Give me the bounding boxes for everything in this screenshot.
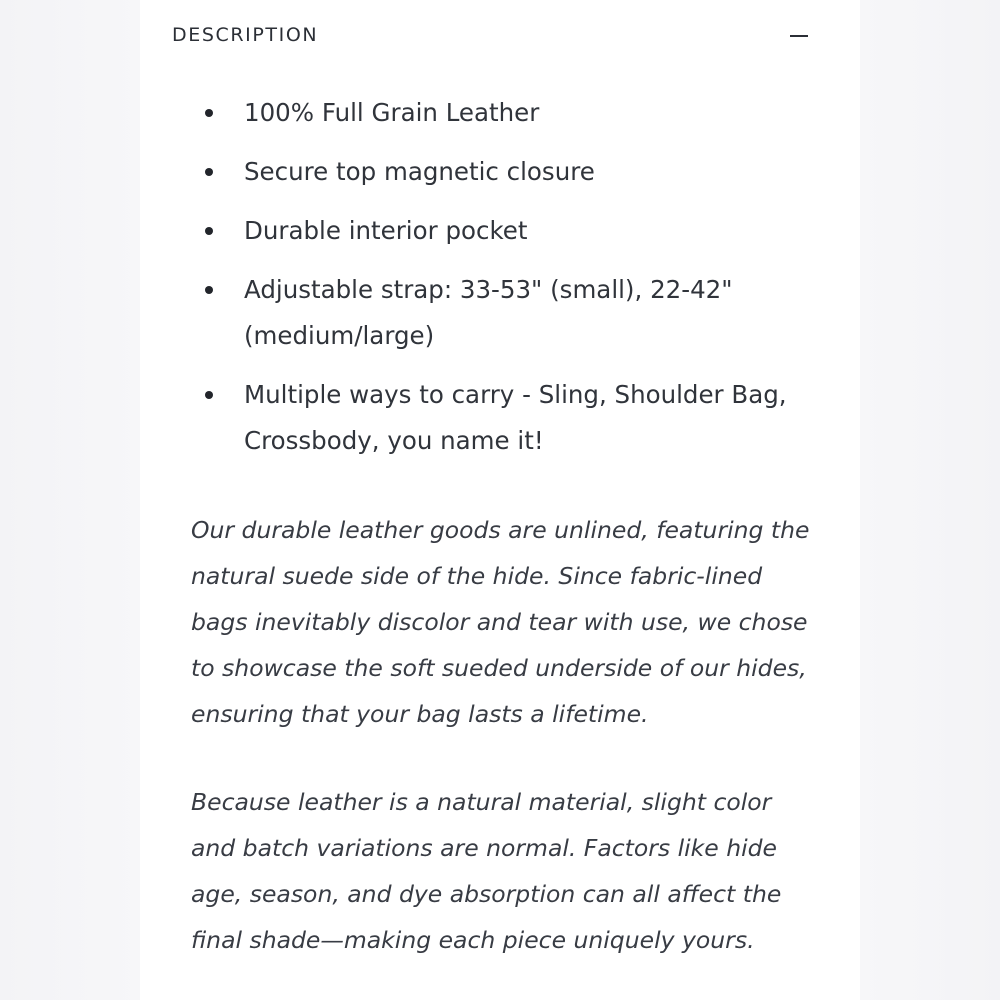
list-item <box>200 90 810 136</box>
description-accordion-header[interactable] <box>172 22 810 52</box>
minus-icon[interactable] <box>788 28 810 42</box>
description-title: DESCRIPTION <box>172 24 319 46</box>
bullet-icon <box>205 109 213 117</box>
list-item-text: Durable interior pocket <box>244 216 528 245</box>
bullet-icon <box>205 227 213 235</box>
list-item-text: Secure top magnetic closure <box>244 157 595 186</box>
list-item-text: 100% Full Grain Leather <box>244 98 540 127</box>
list-item <box>200 372 810 464</box>
bullet-icon <box>205 168 213 176</box>
unlined-leather-paragraph: Our durable leather goods are unlined, featuring the natural suede side of the hide. Since fabric-lined bags inevitably discolor and tear with use, we chose to showcase the soft sueded underside of our hides, ensuring that your bag lasts a lifetime. <box>191 516 810 728</box>
feature-list <box>200 90 810 477</box>
list-item <box>200 267 810 359</box>
list-item <box>200 149 810 195</box>
bullet-icon <box>205 286 213 294</box>
list-item-text: Multiple ways to carry - Sling, Shoulder Bag, Crossbody, you name it! <box>244 380 787 455</box>
bullet-icon <box>205 391 213 399</box>
list-item <box>200 208 810 254</box>
list-item-text: Adjustable strap: 33-53" (small), 22-42" (medium/large) <box>244 275 733 350</box>
page-margin-right <box>860 0 1000 1000</box>
color-variation-paragraph: Because leather is a natural material, slight color and batch variations are normal. Factors like hide age, season, and dye absorption can all affect the final shade—making each piece uniquely yours. <box>191 788 782 954</box>
product-details-panel <box>140 0 860 1000</box>
page-margin-left <box>0 0 140 1000</box>
